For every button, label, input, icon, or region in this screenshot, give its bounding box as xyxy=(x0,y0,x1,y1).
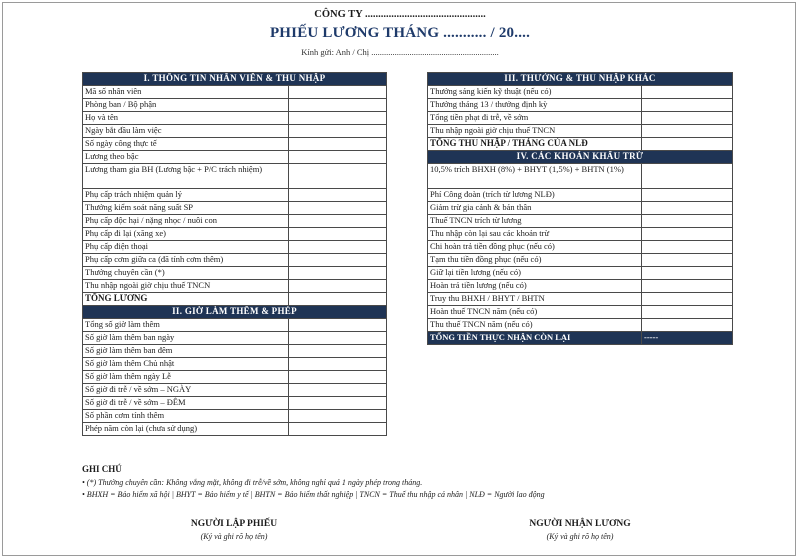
income-row-label: Phụ cấp trách nhiệm quản lý xyxy=(83,189,289,202)
company-line: CÔNG TY .............................................. xyxy=(314,9,486,20)
note-attendance: • (*) Thưởng chuyên cần: Không vắng mặt, không đi trễ/về sớm, không nghỉ quá 1 ngày phép trong tháng. xyxy=(82,478,423,487)
income-row-label: Số ngày công thực tế xyxy=(83,138,289,151)
bonus-row xyxy=(428,112,733,125)
income-row-label: Mã số nhân viên xyxy=(83,86,289,99)
income-row-label: Phụ cấp cơm giữa ca (đã tính cơm thêm) xyxy=(83,254,289,267)
section-3-heading: III. THƯỞNG & THU NHẬP KHÁC xyxy=(428,73,733,86)
overtime-row-value[interactable] xyxy=(289,410,387,423)
income-row xyxy=(83,267,387,280)
bonus-row xyxy=(428,86,733,99)
income-row-value[interactable] xyxy=(289,125,387,138)
income-row xyxy=(83,138,387,151)
overtime-row-label: Tổng số giờ làm thêm xyxy=(83,319,289,332)
income-row-label: Thưởng kiểm soát năng suất SP xyxy=(83,202,289,215)
income-row-value[interactable] xyxy=(289,151,387,164)
deduction-row-value[interactable] xyxy=(642,202,733,215)
bonus-row-label: Thu nhập ngoài giờ chịu thuế TNCN xyxy=(428,125,642,138)
deduction-row xyxy=(428,254,733,267)
income-row-value[interactable] xyxy=(289,280,387,293)
total-income-row-value[interactable] xyxy=(642,138,733,151)
deduction-row xyxy=(428,189,733,202)
income-row xyxy=(83,164,387,189)
deduction-row-value[interactable] xyxy=(642,267,733,280)
notes-section xyxy=(82,464,742,501)
overtime-row xyxy=(83,319,387,332)
bonus-row-label: Tổng tiền phạt đi trễ, về sớm xyxy=(428,112,642,125)
deduction-row-label: Phí Công đoàn (trích từ lương NLĐ) xyxy=(428,189,642,202)
deduction-row-value[interactable] xyxy=(642,241,733,254)
total-salary-row-label: TỔNG LƯƠNG xyxy=(83,293,289,306)
deduction-row-label: 10,5% trích BHXH (8%) + BHYT (1,5%) + BHTN (1%) xyxy=(428,164,642,189)
signature-preparer-hint: (Ký và ghi rõ họ tên) xyxy=(200,532,268,541)
income-row-label: Lương tham gia BH (Lương bậc + P/C trách nhiệm) xyxy=(83,164,289,189)
payslip-title: PHIẾU LƯƠNG THÁNG ........... / 20.... xyxy=(269,25,531,41)
deduction-row xyxy=(428,293,733,306)
signature-recipient xyxy=(480,519,680,541)
income-row-label: Thu nhập ngoài giờ chịu thuế TNCN xyxy=(83,280,289,293)
overtime-row-label: Số phần cơm tính thêm xyxy=(83,410,289,423)
deduction-row-label: Giảm trừ gia cảnh & bản thân xyxy=(428,202,642,215)
overtime-row xyxy=(83,397,387,410)
deduction-row-label: Tạm thu tiền đồng phục (nếu có) xyxy=(428,254,642,267)
income-row xyxy=(83,254,387,267)
income-row-label: Họ và tên xyxy=(83,112,289,125)
section-2-heading: II. GIỜ LÀM THÊM & PHÉP xyxy=(83,306,387,319)
income-row xyxy=(83,125,387,138)
income-row-value[interactable] xyxy=(289,254,387,267)
income-row xyxy=(83,215,387,228)
deduction-row-value[interactable] xyxy=(642,280,733,293)
income-row-label: Phụ cấp điện thoại xyxy=(83,241,289,254)
deduction-row-label: Truy thu BHXH / BHYT / BHTN xyxy=(428,293,642,306)
signature-recipient-hint: (Ký và ghi rõ họ tên) xyxy=(546,532,614,541)
deduction-row xyxy=(428,306,733,319)
income-row-value[interactable] xyxy=(289,228,387,241)
overtime-row xyxy=(83,345,387,358)
section-1-heading: I. THÔNG TIN NHÂN VIÊN & THU NHẬP xyxy=(83,73,387,86)
bonus-row xyxy=(428,99,733,112)
income-row-value[interactable] xyxy=(289,267,387,280)
income-row-label: Thưởng chuyên cần (*) xyxy=(83,267,289,280)
deduction-row-value[interactable] xyxy=(642,228,733,241)
overtime-row-value[interactable] xyxy=(289,319,387,332)
signature-preparer xyxy=(134,519,334,541)
deduction-row-label: Thuế TNCN trích từ lương xyxy=(428,215,642,228)
right-table xyxy=(427,72,733,345)
net-pay-row-value[interactable]: ----- xyxy=(642,332,733,345)
total-salary-row-value[interactable] xyxy=(289,293,387,306)
overtime-row-label: Phép năm còn lại (chưa sử dụng) xyxy=(83,423,289,436)
overtime-row xyxy=(83,423,387,436)
overtime-row-value[interactable] xyxy=(289,384,387,397)
overtime-row-label: Số giờ làm thêm ban đêm xyxy=(83,345,289,358)
income-row-value[interactable] xyxy=(289,202,387,215)
income-row-label: Phụ cấp đi lại (xăng xe) xyxy=(83,228,289,241)
deduction-row-value[interactable] xyxy=(642,306,733,319)
overtime-row-label: Số giờ đi trễ / về sớm – ĐÊM xyxy=(83,397,289,410)
deduction-row xyxy=(428,202,733,215)
deduction-row xyxy=(428,164,733,189)
bonus-row-label: Thưởng sáng kiến kỹ thuật (nếu có) xyxy=(428,86,642,99)
income-row-value[interactable] xyxy=(289,99,387,112)
income-row-label: Phụ cấp độc hại / nặng nhọc / nuôi con xyxy=(83,215,289,228)
income-row-value[interactable] xyxy=(289,86,387,99)
bonus-row-value[interactable] xyxy=(642,125,733,138)
income-row-value[interactable] xyxy=(289,241,387,254)
income-row-label: Ngày bắt đầu làm việc xyxy=(83,125,289,138)
income-row-label: Phòng ban / Bộ phận xyxy=(83,99,289,112)
greeting-line: Kính gửi: Anh / Chị ............................................................ xyxy=(301,47,499,57)
overtime-row-label: Số giờ làm thêm ngày Lễ xyxy=(83,371,289,384)
overtime-row xyxy=(83,371,387,384)
deduction-row-value[interactable] xyxy=(642,164,733,189)
deduction-row-label: Hoàn thuế TNCN năm (nếu có) xyxy=(428,306,642,319)
deduction-row xyxy=(428,215,733,228)
deduction-row-value[interactable] xyxy=(642,215,733,228)
total-salary-row xyxy=(83,293,387,306)
deduction-row xyxy=(428,241,733,254)
income-row xyxy=(83,241,387,254)
total-income-row xyxy=(428,138,733,151)
note-abbreviations: • BHXH = Bảo hiểm xã hội | BHYT = Bảo hiểm y tế | BHTN = Bảo hiểm thất nghiệp | TNCN = Thuế thu nhập cá nhân | NLĐ = Người lao động xyxy=(82,490,545,499)
notes-title: GHI CHÚ xyxy=(82,464,122,474)
income-row-value[interactable] xyxy=(289,189,387,202)
deduction-row-label: Chi hoàn trả tiền đồng phục (nếu có) xyxy=(428,241,642,254)
deduction-row-label: Thu thuế TNCN năm (nếu có) xyxy=(428,319,642,332)
deduction-row xyxy=(428,319,733,332)
deduction-row-value[interactable] xyxy=(642,293,733,306)
overtime-row-value[interactable] xyxy=(289,423,387,436)
income-row-value[interactable] xyxy=(289,164,387,189)
deduction-row-value[interactable] xyxy=(642,189,733,202)
deduction-row-value[interactable] xyxy=(642,319,733,332)
deduction-row-value[interactable] xyxy=(642,254,733,267)
income-row xyxy=(83,86,387,99)
income-row xyxy=(83,202,387,215)
overtime-row-value[interactable] xyxy=(289,358,387,371)
signature-preparer-title: NGƯỜI LẬP PHIẾU xyxy=(190,519,278,529)
deduction-row-label: Giữ lại tiền lương (nếu có) xyxy=(428,267,642,280)
overtime-row-value[interactable] xyxy=(289,397,387,410)
overtime-row-label: Số giờ làm thêm Chủ nhật xyxy=(83,358,289,371)
deduction-row xyxy=(428,228,733,241)
income-row-value[interactable] xyxy=(289,138,387,151)
bonus-row-value[interactable] xyxy=(642,112,733,125)
net-pay-row-label: TỔNG TIỀN THỰC NHẬN CÒN LẠI xyxy=(428,332,642,345)
overtime-row-label: Số giờ làm thêm ban ngày xyxy=(83,332,289,345)
bonus-row-value[interactable] xyxy=(642,86,733,99)
deduction-row-label: Thu nhập còn lại sau các khoản trừ xyxy=(428,228,642,241)
deduction-row-label: Hoàn trả tiền lương (nếu có) xyxy=(428,280,642,293)
bonus-row-value[interactable] xyxy=(642,99,733,112)
income-row xyxy=(83,228,387,241)
overtime-row xyxy=(83,332,387,345)
income-row xyxy=(83,189,387,202)
bonus-row-label: Thưởng tháng 13 / thưởng định kỳ xyxy=(428,99,642,112)
income-row xyxy=(83,151,387,164)
signature-recipient-title: NGƯỜI NHẬN LƯƠNG xyxy=(529,519,631,529)
income-row-value[interactable] xyxy=(289,215,387,228)
deduction-row xyxy=(428,280,733,293)
overtime-row-value[interactable] xyxy=(289,371,387,384)
income-row xyxy=(83,280,387,293)
income-row-value[interactable] xyxy=(289,112,387,125)
section-4-heading: IV. CÁC KHOẢN KHẤU TRỪ xyxy=(428,151,733,164)
income-row-label: Lương theo bậc xyxy=(83,151,289,164)
overtime-row xyxy=(83,358,387,371)
overtime-row xyxy=(83,384,387,397)
net-pay-row xyxy=(428,332,733,345)
deduction-row xyxy=(428,267,733,280)
overtime-row-value[interactable] xyxy=(289,332,387,345)
income-row xyxy=(83,112,387,125)
left-table xyxy=(82,72,387,436)
total-income-row-label: TỔNG THU NHẬP / THÁNG CỦA NLĐ xyxy=(428,138,642,151)
bonus-row xyxy=(428,125,733,138)
income-row xyxy=(83,99,387,112)
overtime-row-label: Số giờ đi trễ / về sớm – NGÀY xyxy=(83,384,289,397)
overtime-row-value[interactable] xyxy=(289,345,387,358)
overtime-row xyxy=(83,410,387,423)
